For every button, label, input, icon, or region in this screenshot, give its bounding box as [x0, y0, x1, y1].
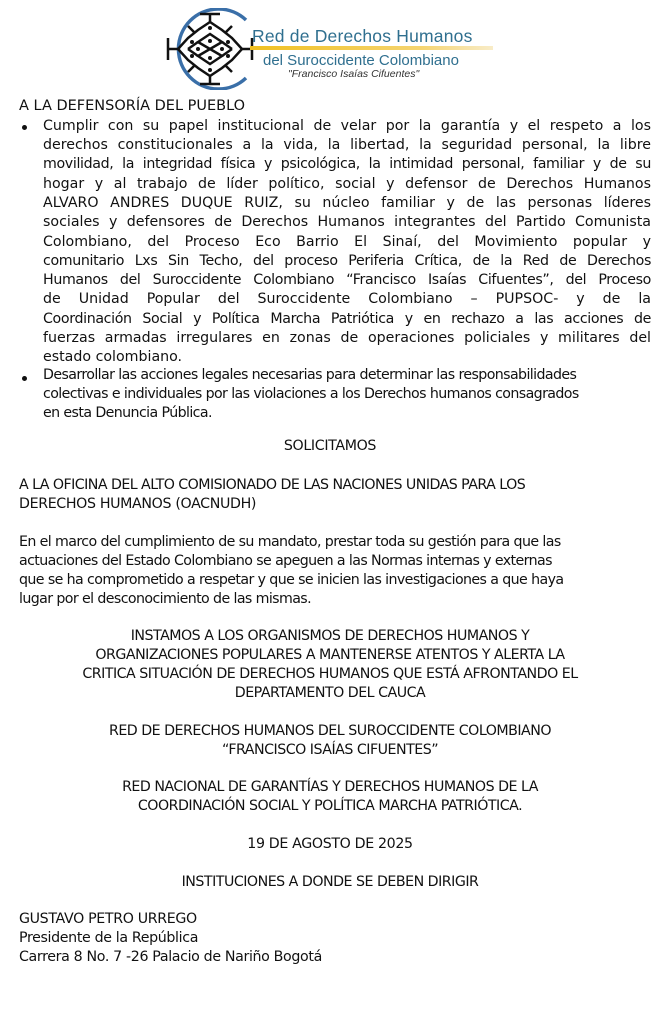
- bullet-1-line: ALVARO ANDRES DUQUE RUIZ, su núcleo familiar y de las personas líderes: [43, 195, 651, 211]
- red-signature-line: RED DE DERECHOS HUMANOS DEL SUROCCIDENTE COLOMBIANO: [108, 723, 552, 739]
- bullet-1-line: Coordinación Social y Política Marcha Patriótica y en rechazo a las acciones de: [43, 311, 651, 327]
- nacional-signature-line: RED NACIONAL DE GARANTÍAS Y DERECHOS HUMANOS DE LA: [122, 779, 538, 795]
- bullet-1-line: movilidad, la integridad física y psicológica, la intimidad personal, familiar y de su: [43, 156, 651, 172]
- oacnudh-body-line: que se ha comprometido a respetar y que se inicien las investigaciones a que haya: [19, 572, 564, 588]
- logo-tagline: "Francisco Isaías Cifuentes": [288, 68, 420, 80]
- defensoria-heading: A LA DEFENSORÍA DEL PUEBLO: [19, 98, 246, 114]
- instamos-line: ORGANIZACIONES POPULARES A MANTENERSE ATENTOS Y ALERTA LA: [95, 647, 565, 663]
- document-date: 19 DE AGOSTO DE 2025: [247, 836, 413, 852]
- oacnudh-heading-line: DERECHOS HUMANOS (OACNUDH): [19, 496, 257, 512]
- oacnudh-body-line: actuaciones del Estado Colombiano se apeguen a las Normas internas y externas: [19, 553, 552, 569]
- bullet-1-line: Cumplir con su papel institucional de velar por la garantía y el respeto a los: [43, 118, 651, 134]
- instamos-line: INSTAMOS A LOS ORGANISMOS DE DERECHOS HUMANOS Y: [130, 628, 530, 644]
- nacional-signature-line: COORDINACIÓN SOCIAL Y POLÍTICA MARCHA PATRIÓTICA.: [137, 798, 523, 814]
- instituciones-heading: INSTITUCIONES A DONDE SE DEBEN DIRIGIR: [181, 874, 479, 890]
- bullet-1-line: estado colombiano.: [43, 349, 183, 365]
- bullet-1-line: fuerzas armadas irregulares en zonas de operaciones policiales y militares del: [43, 330, 651, 346]
- oacnudh-heading-line: A LA OFICINA DEL ALTO COMISIONADO DE LAS NACIONES UNIDAS PARA LOS: [19, 477, 526, 493]
- bullet-1-line: Colombiano, del Proceso Eco Barrio El Sinaí, del Movimiento popular y: [43, 234, 651, 250]
- bullet-2-line: en esta Denuncia Pública.: [43, 405, 212, 421]
- logo-title: Red de Derechos Humanos: [252, 26, 473, 46]
- bullet-1-line: derechos constitucionales a la vida, la libertad, la seguridad personal, la libre: [43, 137, 651, 153]
- oacnudh-body-line: lugar por el desconocimiento de las mismas.: [19, 591, 311, 607]
- bullet-1-line: de Unidad Popular del Suroccidente Colombiano – PUPSOC- y de la: [43, 291, 651, 307]
- bullet-2-line: Desarrollar las acciones legales necesarias para determinar las responsabilidades: [43, 367, 577, 383]
- bullet-icon: [22, 125, 27, 130]
- red-signature-line: “FRANCISCO ISAÍAS CIFUENTES”: [221, 742, 439, 758]
- recipient-address: Carrera 8 No. 7 -26 Palacio de Nariño Bogotá: [19, 949, 322, 965]
- bullet-1-line: hogar y al trabajo de líder político, social y defensor de Derechos Humanos: [43, 176, 651, 192]
- logo-underline: [250, 46, 493, 50]
- recipient-name: GUSTAVO PETRO URREGO: [19, 911, 197, 927]
- bullet-2-line: colectivas e individuales por las violaciones a los Derechos humanos consagrados: [43, 386, 579, 402]
- solicitamos-heading: SOLICITAMOS: [283, 438, 377, 454]
- instamos-line: CRITICA SITUACIÓN DE DERECHOS HUMANOS QUE ESTÁ AFRONTANDO EL: [82, 666, 578, 682]
- oacnudh-body-line: En el marco del cumplimiento de su mandato, prestar toda su gestión para que las: [19, 534, 561, 550]
- bullet-icon: [22, 376, 27, 381]
- logo-subtitle: del Suroccidente Colombiano: [263, 52, 459, 69]
- bullet-1-line: sociales y defensores de Derechos Humanos integrantes del Partido Comunista: [43, 214, 651, 230]
- network-emblem-icon: [158, 8, 258, 90]
- instamos-line: DEPARTAMENTO DEL CAUCA: [234, 685, 426, 701]
- bullet-1-line: Humanos del Suroccidente Colombiano “Francisco Isaías Cifuentes”, del Proceso: [43, 272, 651, 288]
- bullet-1-line: comunitario Lxs Sin Techo, del proceso Periferia Crítica, de la Red de Derechos: [43, 253, 651, 269]
- recipient-role: Presidente de la República: [19, 930, 199, 946]
